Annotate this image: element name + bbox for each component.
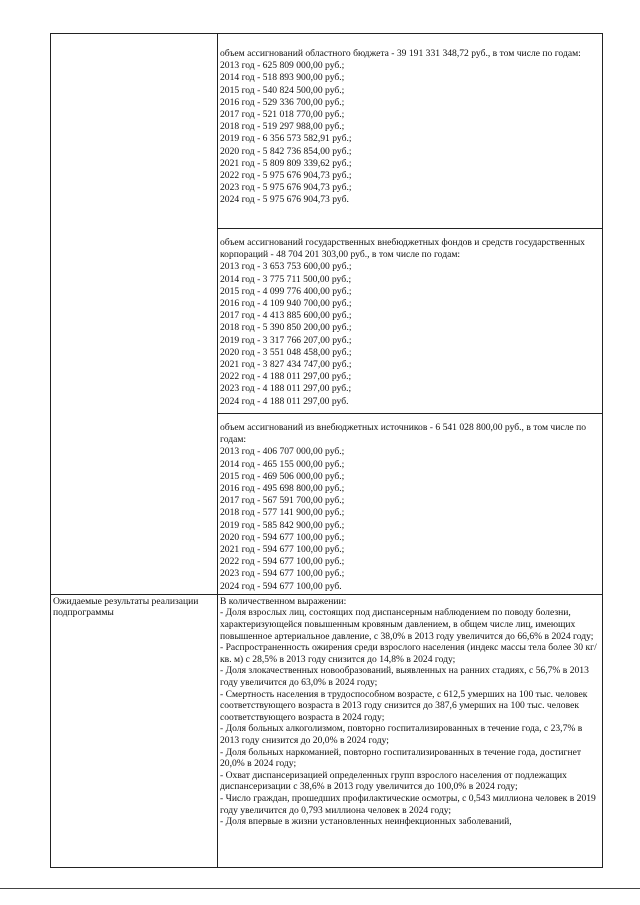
offbudget-funds-year-line: 2018 год - 5 390 850 200,00 руб.; xyxy=(220,322,352,334)
regional-budget-year-line: 2023 год - 5 975 676 904,73 руб.; xyxy=(220,182,352,194)
regional-budget-year-line: 2014 год - 518 893 900,00 руб.; xyxy=(220,72,345,84)
offbudget-sources-year-line: 2019 год - 585 842 900,00 руб.; xyxy=(220,519,345,531)
regional-budget-year-line: 2020 год - 5 842 736 854,00 руб.; xyxy=(220,145,352,157)
results-intro: В количественном выражении: xyxy=(220,595,347,607)
offbudget-funds-block xyxy=(218,229,602,409)
offbudget-sources-year-line: 2016 год - 495 698 800,00 руб.; xyxy=(220,483,345,495)
subprogram-passport-table xyxy=(50,33,603,868)
regional-budget-year-line: 2022 год - 5 975 676 904,73 руб.; xyxy=(220,170,352,182)
expected-results-label: Ожидаемые результаты реализации подпрограммы xyxy=(53,595,199,619)
regional-budget-block xyxy=(218,34,602,208)
result-indicator-item: - Число граждан, прошедших профилактические осмотры, с 0,543 миллиона человек в 2019 году увеличится до 0,793 миллиона человек в 2024 году; xyxy=(220,792,596,816)
page-bottom-rule xyxy=(0,888,640,889)
regional-budget-year-line: 2019 год - 6 356 573 582,91 руб.; xyxy=(220,133,352,145)
regional-budget-year-line: 2015 год - 540 824 500,00 руб.; xyxy=(220,84,345,96)
empty-label-cell xyxy=(51,34,218,595)
offbudget-funds-year-line: 2017 год - 4 413 885 600,00 руб.; xyxy=(220,310,352,322)
regional-budget-year-line: 2013 год - 625 809 000,00 руб.; xyxy=(220,60,345,72)
offbudget-sources-year-line: 2018 год - 577 141 900,00 руб.; xyxy=(220,507,345,519)
offbudget-sources-block xyxy=(218,414,602,594)
expected-results-row xyxy=(51,594,603,867)
result-indicator-item: - Доля впервые в жизни установленных неинфекционных заболеваний, xyxy=(220,816,512,828)
result-indicator-item: - Доля взрослых лиц, состоящих под диспансерным наблюдением по поводу болезни, характеризующейся повышенным кровяным давлением, в общем числе лиц, имеющих повышенное артериальное давление, с 38,0% в 2013 году увеличится до 66,6% в 2024 году; xyxy=(220,607,594,642)
result-indicator-item: - Доля злокачественных новообразований, выявленных на ранних стадиях, с 56,7% в 2013 году увеличится до 63,0% в 2024 году; xyxy=(220,665,589,688)
expected-results-cell xyxy=(218,594,603,867)
result-indicator-item: - Доля больных алкоголизмом, повторно госпитализированных в течение года, с 23,7% в 2013 году снизится до 20,0% в 2024 году; xyxy=(220,723,583,746)
offbudget-sources-year-line: 2022 год - 594 677 100,00 руб.; xyxy=(220,556,345,568)
offbudget-funds-year-line: 2014 год - 3 775 711 500,00 руб.; xyxy=(220,273,352,285)
offbudget-sources-year-line: 2024 год - 594 677 100,00 руб. xyxy=(220,580,342,592)
regional-budget-year-line: 2018 год - 519 297 988,00 руб.; xyxy=(220,121,345,133)
offbudget-funds-year-line: 2020 год - 3 551 048 458,00 руб.; xyxy=(220,346,352,358)
expected-results-label-cell xyxy=(51,594,218,867)
offbudget-sources-year-line: 2020 год - 594 677 100,00 руб.; xyxy=(220,531,345,543)
result-indicator-item: - Смертность населения в трудоспособном возрасте, с 612,5 умерших на 100 тыс. человек соответствующего возраста в 2013 году снизится до 387,6 умерших на 100 тыс. человек соответствующего возраста в 2024 году; xyxy=(220,688,588,723)
offbudget-funds-year-line: 2016 год - 4 109 940 700,00 руб.; xyxy=(220,298,352,310)
offbudget-sources-year-line: 2013 год - 406 707 000,00 руб.; xyxy=(220,446,345,458)
offbudget-funds-year-line: 2024 год - 4 188 011 297,00 руб. xyxy=(220,395,349,407)
offbudget-sources-year-line: 2021 год - 594 677 100,00 руб.; xyxy=(220,544,345,556)
offbudget-funds-year-line: 2023 год - 4 188 011 297,00 руб.; xyxy=(220,383,352,395)
offbudget-funds-year-line: 2019 год - 3 317 766 207,00 руб.; xyxy=(220,334,352,346)
offbudget-sources-header: объем ассигнований из внебюджетных источников - 6 541 028 800,00 руб., в том числе по годам: xyxy=(220,422,587,446)
offbudget-funds-year-line: 2022 год - 4 188 011 297,00 руб.; xyxy=(220,371,352,383)
regional-budget-row xyxy=(51,34,603,229)
expected-results-text xyxy=(218,595,602,829)
regional-budget-year-line: 2024 год - 5 975 676 904,73 руб. xyxy=(220,194,349,206)
result-indicator-item: - Распространенность ожирения среди взрослого населения (индекс массы тела более 30 кг/кв. м) с 28,5% в 2013 году снизится до 14,8% в 2024 году; xyxy=(220,642,597,665)
offbudget-funds-year-line: 2013 год - 3 653 753 600,00 руб.; xyxy=(220,261,352,273)
result-indicator-item: - Охват диспансеризацией определенных групп взрослого населения от подлежащих диспансеризации с 38,6% в 2013 году увеличится до 100,0% в 2024 году; xyxy=(220,769,567,793)
offbudget-funds-year-line: 2021 год - 3 827 434 747,00 руб.; xyxy=(220,359,352,371)
offbudget-sources-cell xyxy=(218,414,603,595)
offbudget-funds-header: объем ассигнований государственных внебюджетных фондов и средств государственных корпораций - 48 704 201 303,00 руб., в том числе по годам: xyxy=(220,237,585,261)
offbudget-funds-year-line: 2015 год - 4 099 776 400,00 руб.; xyxy=(220,285,352,297)
offbudget-sources-year-line: 2017 год - 567 591 700,00 руб.; xyxy=(220,495,345,507)
regional-budget-year-line: 2016 год - 529 336 700,00 руб.; xyxy=(220,96,345,108)
regional-budget-cell xyxy=(218,34,603,229)
regional-budget-header: объем ассигнований областного бюджета - 39 191 331 348,72 руб., в том числе по годам: xyxy=(220,48,581,59)
regional-budget-year-line: 2021 год - 5 809 809 339,62 руб.; xyxy=(220,157,352,169)
offbudget-sources-year-line: 2014 год - 465 155 000,00 руб.; xyxy=(220,458,345,470)
offbudget-funds-cell xyxy=(218,229,603,414)
offbudget-sources-year-line: 2023 год - 594 677 100,00 руб.; xyxy=(220,568,345,580)
result-indicator-item: - Доля больных наркоманией, повторно госпитализированных в течение года, достигнет 20,0% в 2024 году; xyxy=(220,746,582,770)
offbudget-sources-year-line: 2015 год - 469 506 000,00 руб.; xyxy=(220,470,345,482)
regional-budget-year-line: 2017 год - 521 018 770,00 руб.; xyxy=(220,109,345,121)
